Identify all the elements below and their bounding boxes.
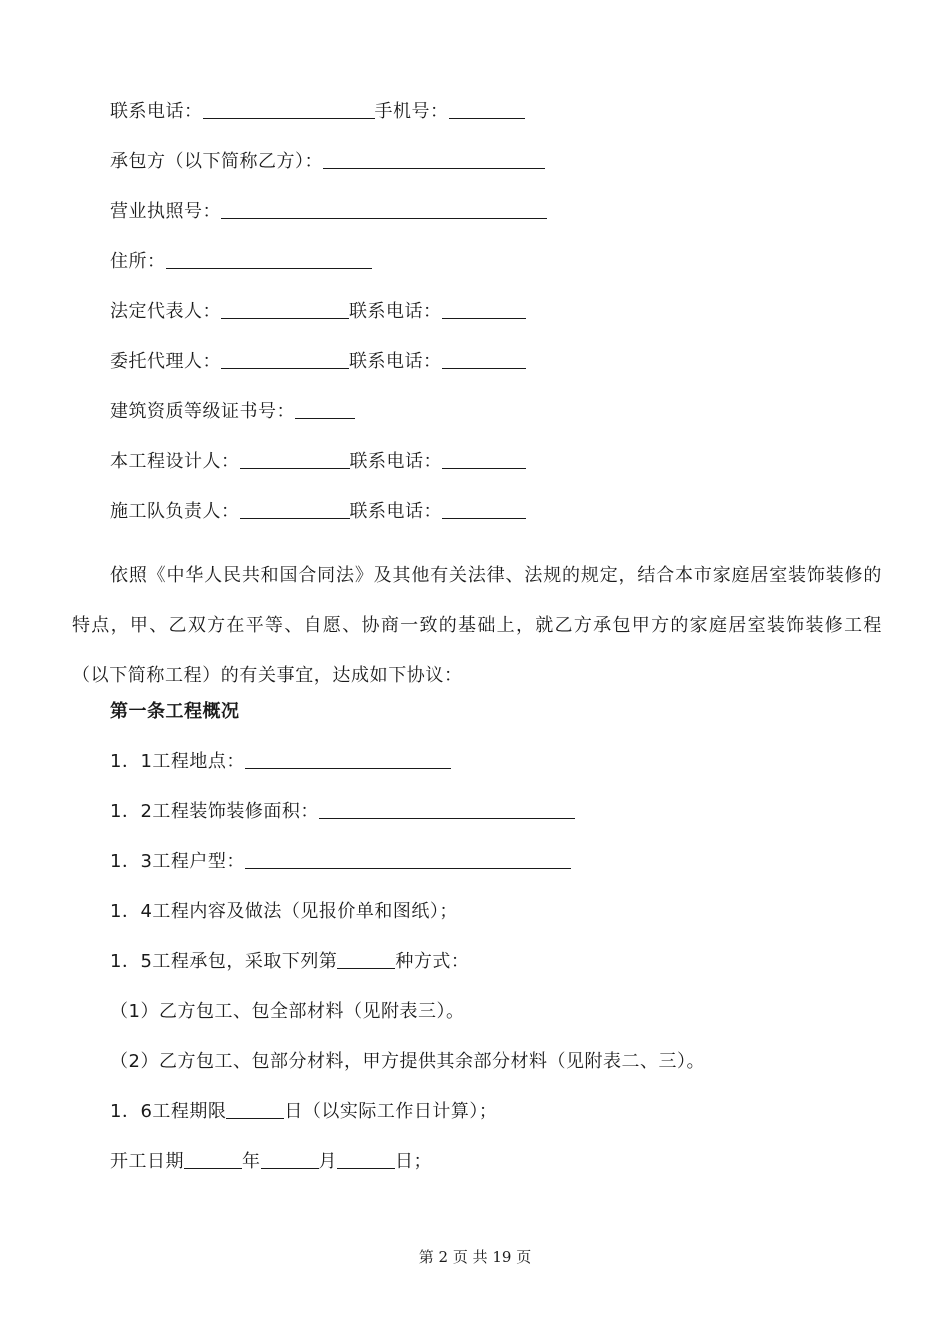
address-line (110, 250, 372, 274)
item-1-1 (110, 750, 451, 774)
item-1-2 (110, 800, 575, 824)
label: 联系电话： (349, 451, 442, 472)
label: 住所： (110, 251, 166, 272)
blank-field[interactable] (226, 1100, 284, 1119)
label: 1．3工程户型： (110, 851, 245, 872)
blank-field[interactable] (295, 400, 355, 419)
section-heading: 第一条工程概况 (110, 701, 240, 722)
label: 承包方（以下简称乙方）： (110, 151, 323, 172)
label: 联系电话： (349, 351, 442, 372)
label: 手机号： (374, 101, 449, 122)
label: 1．1工程地点： (110, 751, 245, 772)
blank-field[interactable] (319, 800, 575, 819)
blank-field[interactable] (240, 450, 350, 469)
item-1-3 (110, 850, 571, 874)
label: 月 (318, 1151, 337, 1172)
agent-line (110, 350, 526, 374)
business-license-line (110, 200, 547, 224)
start-date-line (110, 1150, 432, 1174)
agreement-paragraph: 依照《中华人民共和国合同法》及其他有关法律、法规的规定，结合本市家庭居室装饰装修的特点，甲、乙双方在平等、自愿、协商一致的基础上，就乙方承包甲方的家庭居室装饰装修工程（以下简称工程）的有关事宜，达成如下协议： (72, 565, 882, 686)
blank-field[interactable] (245, 750, 451, 769)
legal-rep-line (110, 300, 526, 324)
option-2: （2）乙方包工、包部分材料，甲方提供其余部分材料（见附表二、三）。 (110, 1051, 705, 1072)
label: 1．2工程装饰装修面积： (110, 801, 319, 822)
item-1-6 (110, 1100, 497, 1124)
contractor-line (110, 150, 545, 174)
label: 日； (395, 1151, 432, 1172)
label: 1．5工程承包，采取下列第 (110, 951, 338, 972)
blank-field[interactable] (442, 300, 526, 319)
option-1: （1）乙方包工、包全部材料（见附表三）。 (110, 1001, 465, 1022)
blank-field[interactable] (442, 500, 526, 519)
blank-field[interactable] (449, 100, 525, 119)
qualification-cert-line (110, 400, 355, 424)
blank-field[interactable] (337, 1150, 395, 1169)
label: 法定代表人： (110, 301, 221, 322)
label: 联系电话： (349, 501, 442, 522)
blank-field[interactable] (203, 100, 375, 119)
blank-field[interactable] (166, 250, 372, 269)
label: 委托代理人： (110, 351, 221, 372)
blank-field[interactable] (337, 950, 395, 969)
crew-leader-line (110, 500, 526, 524)
label: 开工日期 (110, 1151, 184, 1172)
label: 本工程设计人： (110, 451, 240, 472)
blank-field[interactable] (261, 1150, 319, 1169)
blank-field[interactable] (240, 500, 350, 519)
blank-field[interactable] (221, 350, 349, 369)
label: 种方式： (395, 951, 470, 972)
item-1-4: 1．4工程内容及做法（见报价单和图纸）； (110, 901, 458, 922)
blank-field[interactable] (221, 200, 547, 219)
blank-field[interactable] (323, 150, 545, 169)
label: 联系电话： (110, 101, 203, 122)
label: 施工队负责人： (110, 501, 240, 522)
blank-field[interactable] (442, 350, 526, 369)
blank-field[interactable] (442, 450, 526, 469)
blank-field[interactable] (184, 1150, 242, 1169)
label: 年 (242, 1151, 261, 1172)
label: 日（以实际工作日计算）； (284, 1101, 498, 1122)
blank-field[interactable] (245, 850, 571, 869)
label: 联系电话： (349, 301, 442, 322)
designer-line (110, 450, 526, 474)
page-footer: 第 2 页 共 19 页 (418, 1248, 532, 1266)
label: 1．6工程期限 (110, 1101, 227, 1122)
contact-phone-line (110, 100, 525, 124)
blank-field[interactable] (221, 300, 349, 319)
item-1-5 (110, 950, 469, 974)
label: 营业执照号： (110, 201, 221, 222)
label: 建筑资质等级证书号： (110, 401, 295, 422)
